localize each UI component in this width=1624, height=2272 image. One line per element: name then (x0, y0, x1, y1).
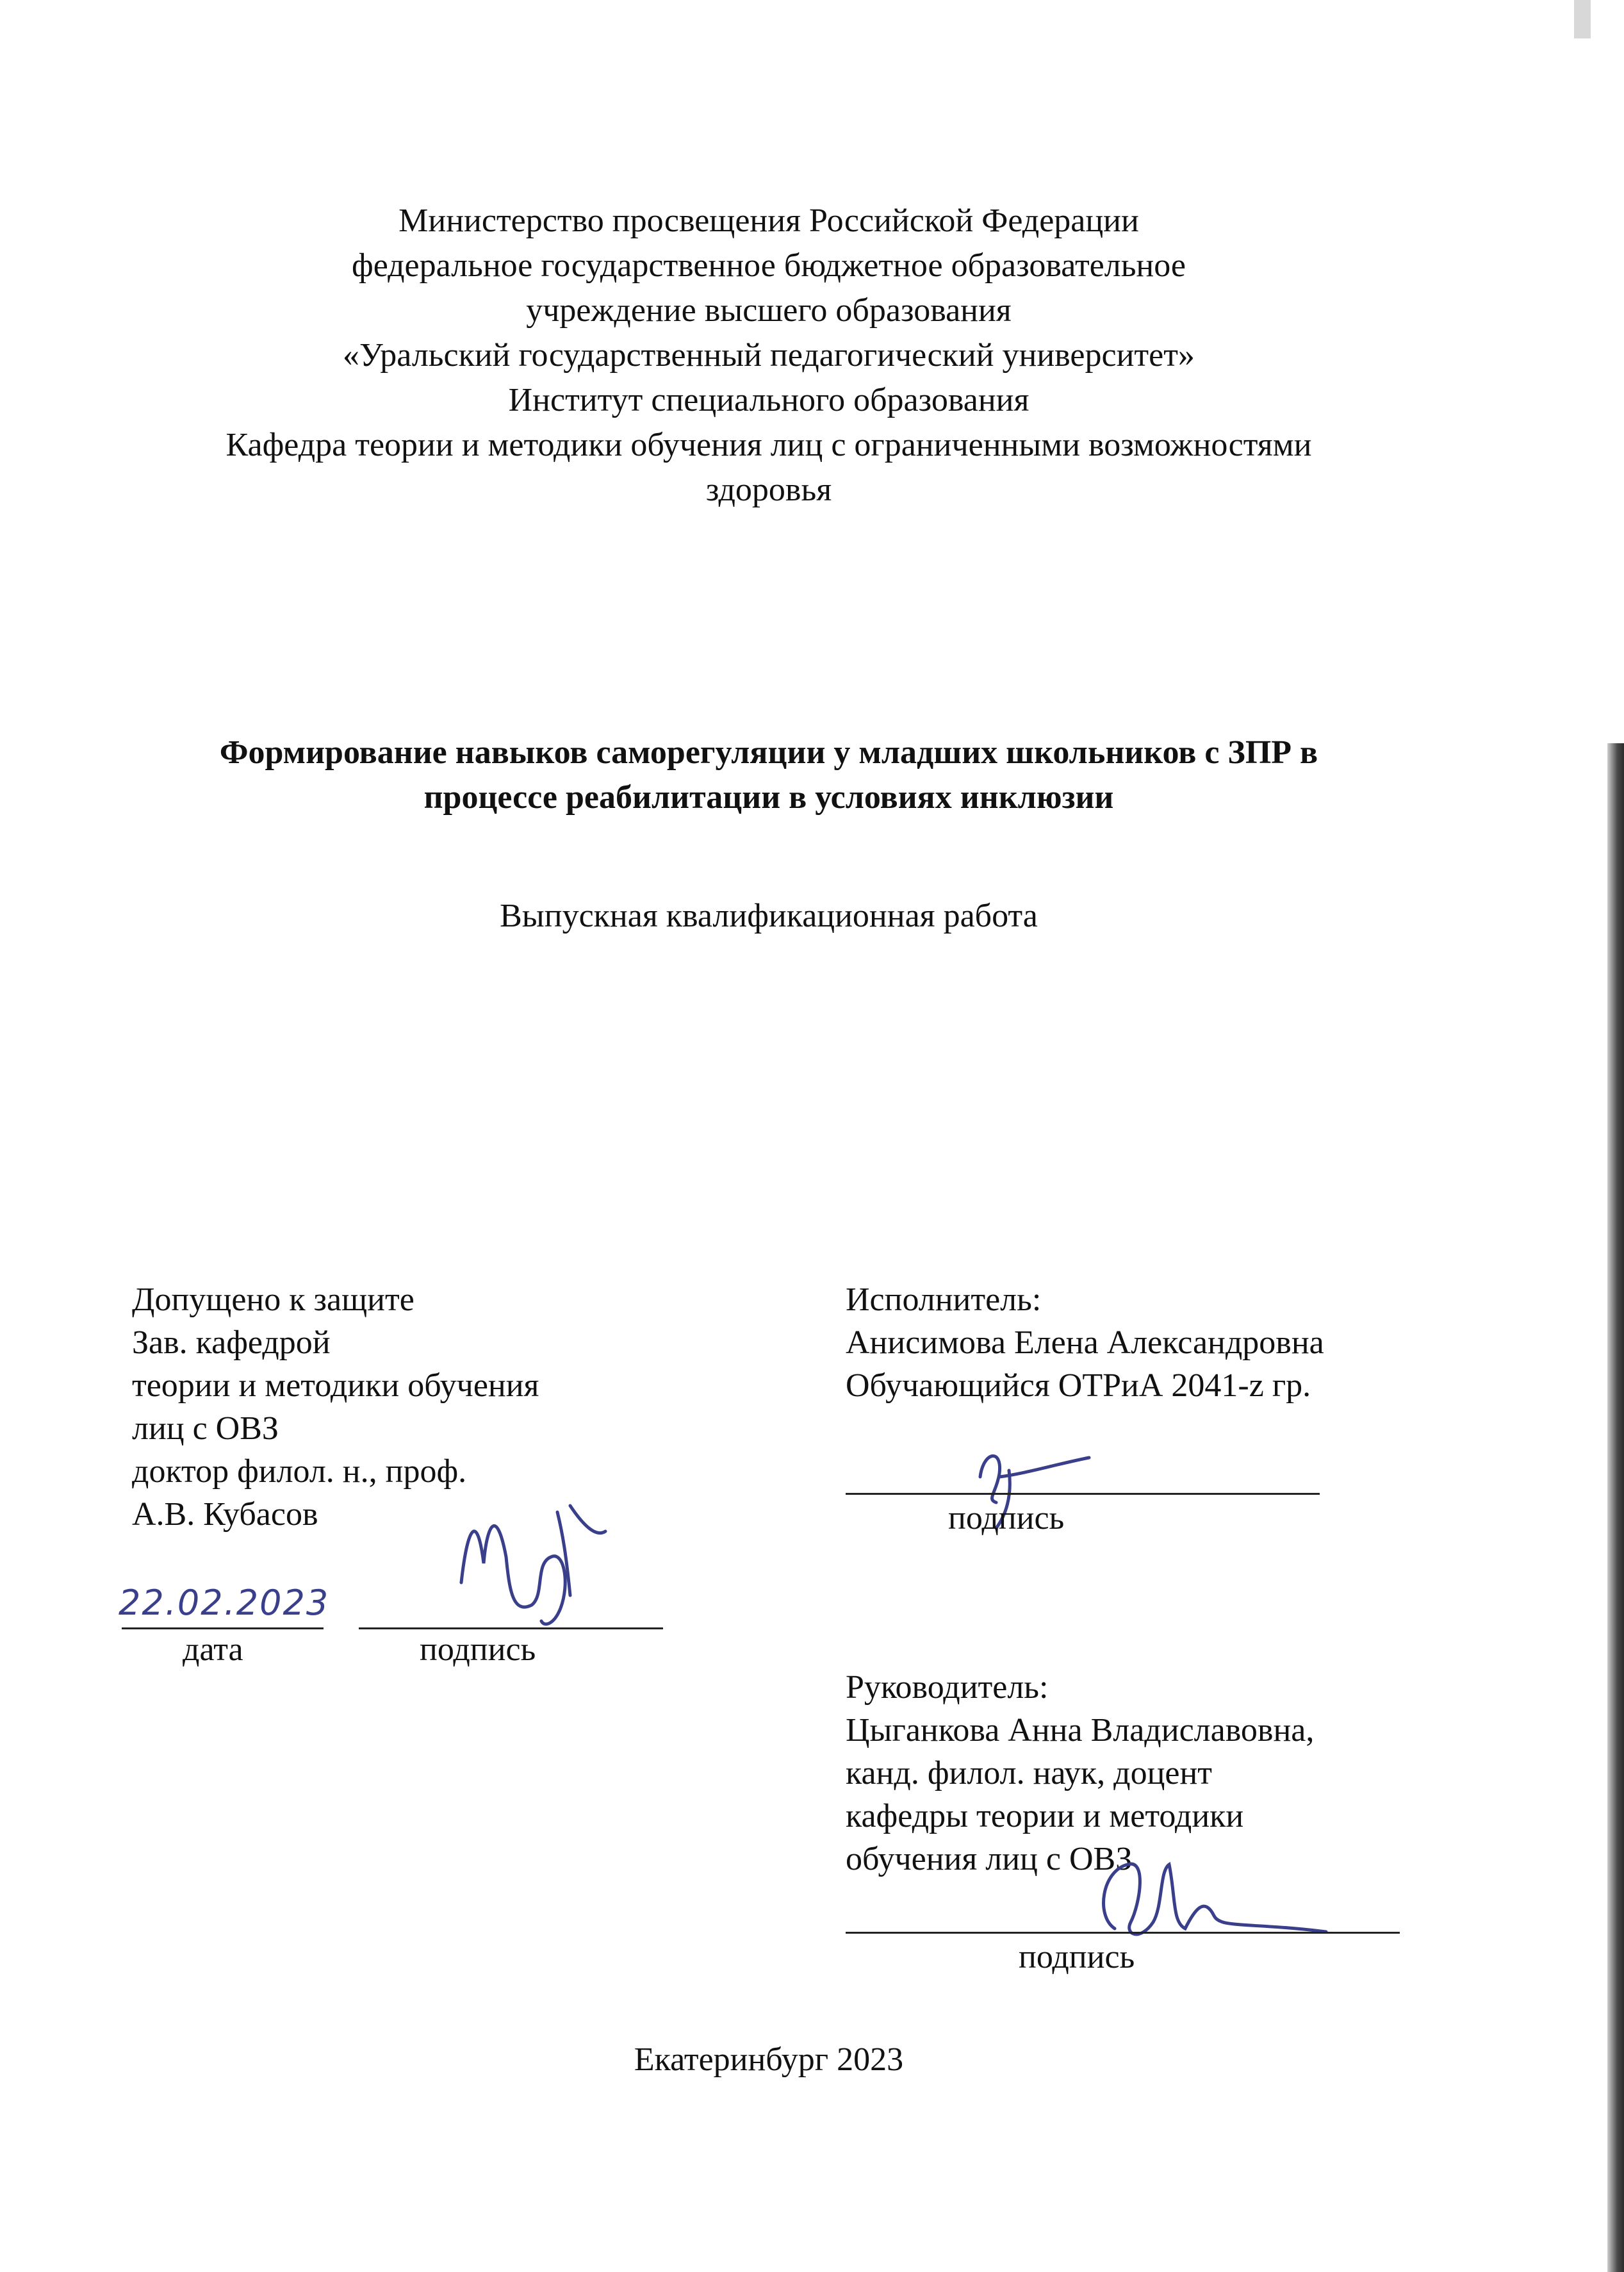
header-line: федеральное государственное бюджетное образовательное (352, 247, 1186, 284)
admission-line: Зав. кафедрой (132, 1324, 331, 1361)
admission-line: лиц с ОВЗ (132, 1410, 279, 1447)
supervisor-line: Цыганкова Анна Владиславовна, (846, 1712, 1315, 1749)
work-type-text: Выпускная квалификационная работа (500, 898, 1038, 934)
supervisor-line: Руководитель: (846, 1669, 1049, 1706)
date-caption: дата (183, 1631, 243, 1668)
header-line: Кафедра теории и методики обучения лиц с ограниченными возможностями (226, 427, 1312, 463)
date-line (122, 1627, 324, 1629)
head-signature-line (359, 1627, 663, 1629)
supervisor-signature-caption: подпись (1019, 1939, 1135, 1975)
admission-line: доктор филол. н., проф. (132, 1453, 467, 1490)
admission-line: теории и методики обучения (132, 1367, 539, 1404)
supervisor-line: кафедры теории и методики (846, 1798, 1244, 1834)
supervisor-signature-line (846, 1932, 1400, 1934)
header-line: Министерство просвещения Российской Федерации (398, 202, 1139, 239)
thesis-title (0, 730, 1538, 820)
city-year: Екатеринбург 2023 (634, 2041, 904, 2078)
head-signature-caption: подпись (420, 1631, 536, 1668)
title-line: Формирование навыков саморегуляции у младших школьников с ЗПР в (219, 734, 1318, 771)
header-line: учреждение высшего образования (526, 292, 1012, 329)
admission-line: А.В. Кубасов (132, 1496, 318, 1533)
supervisor-line: обучения лиц с ОВЗ (846, 1841, 1133, 1877)
header-line: «Уральский государственный педагогический университет» (343, 337, 1195, 374)
executor-line: Обучающийся ОТРиА 2041-z гр. (846, 1367, 1311, 1404)
supervisor-line: канд. филол. наук, доцент (846, 1755, 1213, 1791)
executor-line: Исполнитель: (846, 1281, 1042, 1318)
page-edge-top (1574, 0, 1591, 38)
institution-header (0, 199, 1538, 513)
admission-line: Допущено к защите (132, 1281, 414, 1318)
header-line: здоровья (705, 472, 832, 508)
executor-block (846, 1278, 1324, 1407)
executor-signature-caption: подпись (948, 1500, 1065, 1536)
executor-signature-line (846, 1493, 1320, 1495)
handwritten-date: 22.02.2023 (119, 1583, 330, 1623)
executor-line: Анисимова Елена Александровна (846, 1324, 1324, 1361)
footer (0, 2037, 1538, 2082)
title-line: процессе реабилитации в условиях инклюзии (423, 779, 1114, 816)
head-signature (448, 1486, 615, 1634)
header-line: Институт специального образования (508, 382, 1029, 418)
work-type (0, 894, 1538, 939)
scanned-page-edge (1607, 743, 1624, 2272)
